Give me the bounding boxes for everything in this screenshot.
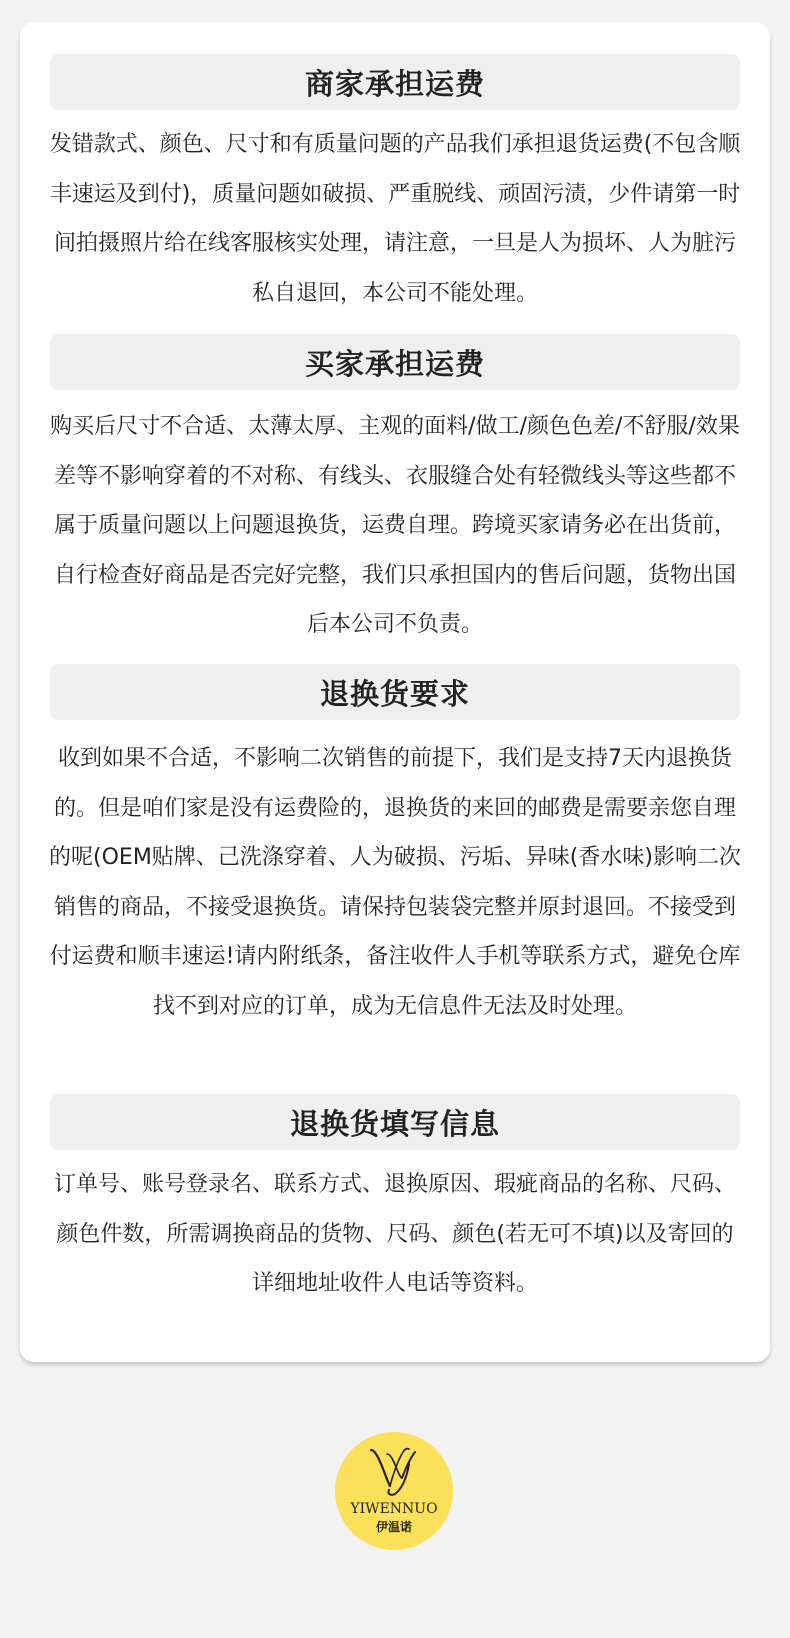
brand-name-en: YIWENNUO xyxy=(350,1501,438,1517)
policy-card xyxy=(20,22,770,1362)
section-title-return-info: 退换货填写信息 xyxy=(50,1094,740,1150)
section-body-buyer-shipping: 购买后尺寸不合适、太薄太厚、主观的面料/做工/颜色色差/不舒服/效果差等不影响穿着的不对称、有线头、衣服缝合处有轻微线头等这些都不属于质量问题以上问题退换货，运费自理。跨境买家请务必在出货前，自行检查好商品是否完好完整，我们只承担国内的售后问题，货物出国后本公司不负责。 xyxy=(50,414,740,637)
section-body-return-info: 订单号、账号登录名、联系方式、退换原因、瑕疵商品的名称、尺码、颜色件数，所需调换商品的货物、尺码、颜色(若无可不填)以及寄回的详细地址收件人电话等资料。 xyxy=(53,1172,736,1296)
brand-logo xyxy=(335,1432,453,1550)
brand-monogram-icon xyxy=(365,1444,423,1496)
section-body-seller-shipping: 发错款式、颜色、尺寸和有质量问题的产品我们承担退货运费(不包含顺丰速运及到付)，质量问题如破损、严重脱线、顽固污渍，少件请第一时间拍摄照片给在线客服核实处理，请注意，一旦是人为损坏、人为脏污私自退回，本公司不能处理。 xyxy=(49,132,741,306)
section-body-return-requirements: 收到如果不合适，不影响二次销售的前提下，我们是支持7天内退换货的。但是咱们家是没有运费险的，退换货的来回的邮费是需要亲您自理的呢(OEM贴牌、己洗涤穿着、人为破损、污垢、异味(香水味)影响二次销售的商品，不接受退换货。请保持包装袋完整并原封退回。不接受到付运费和顺丰速运!请内附纸条，备注收件人手机等联系方式，避免仓库找不到对应的订单，成为无信息件无法及时处理。 xyxy=(49,746,741,1019)
section-title-seller-shipping: 商家承担运费 xyxy=(50,54,740,110)
section-title-buyer-shipping: 买家承担运费 xyxy=(50,334,740,390)
section-title-return-requirements: 退换货要求 xyxy=(50,664,740,720)
brand-name-cn: 伊温诺 xyxy=(375,1520,412,1534)
